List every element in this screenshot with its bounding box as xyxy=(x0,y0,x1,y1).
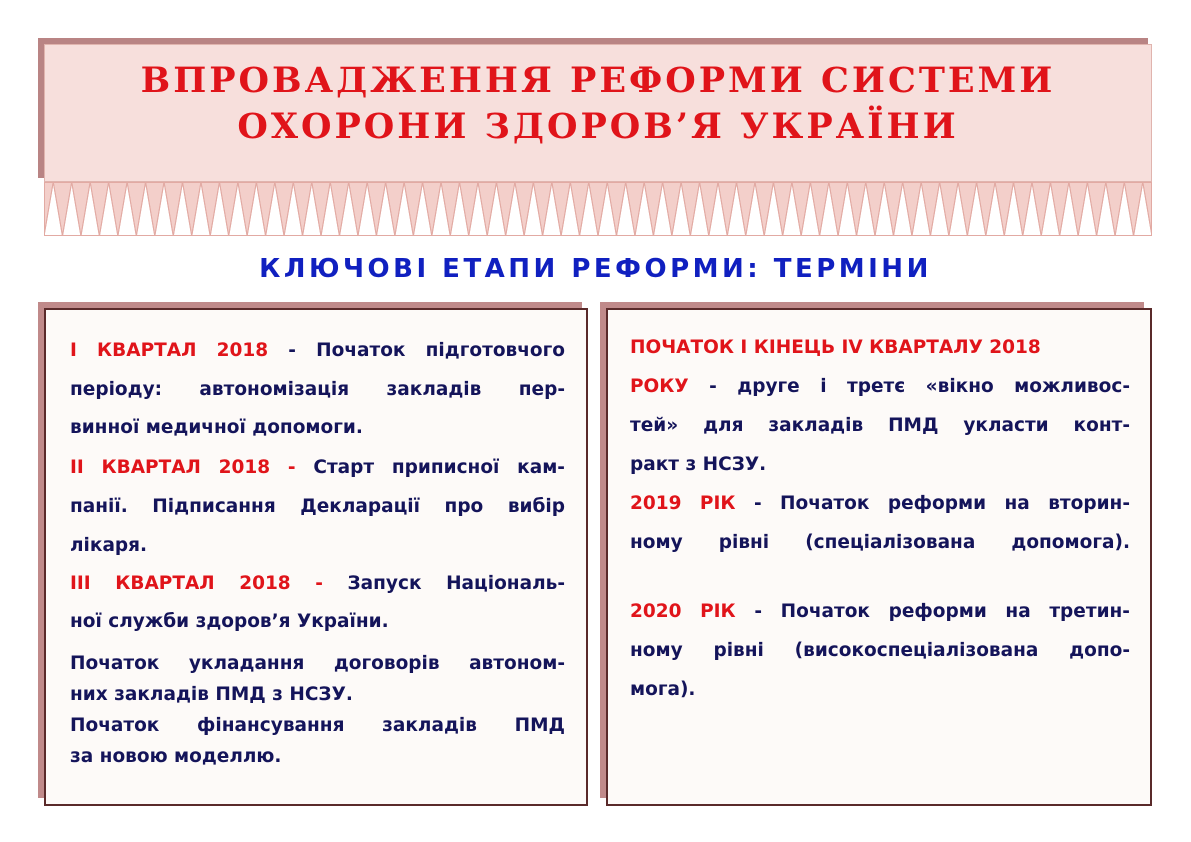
q2-term: ІІ КВАРТАЛ 2018 - xyxy=(70,456,296,478)
q4-line-3: ракт з НСЗУ. xyxy=(630,454,767,475)
q4-term-line-2: РОКУ xyxy=(630,376,689,397)
left-timeline-panel xyxy=(44,308,588,806)
q1-line-1: Початок підготовчого xyxy=(316,340,566,361)
y2019-block xyxy=(630,484,1130,562)
q1-line-2: періоду: автономізація закладів пер- xyxy=(70,378,565,400)
q4-block xyxy=(630,328,1130,484)
contracts-line-1: Початок укладання договорів автоном- xyxy=(70,652,565,674)
y2020-term: 2020 РІК xyxy=(630,601,736,622)
q2-block xyxy=(70,448,565,565)
y2020-line-3: мога). xyxy=(630,679,696,700)
right-panel-text xyxy=(630,328,1130,709)
q4-line-2: тей» для закладів ПМД укласти конт- xyxy=(630,415,1130,436)
q1-line-3: винної медичної допомоги. xyxy=(70,417,363,438)
left-panel-text xyxy=(70,332,565,772)
zigzag-decoration xyxy=(44,182,1152,236)
q3-block xyxy=(70,565,565,642)
y2019-line-2: ному рівні (спеціалізована допомога). xyxy=(630,532,1130,553)
y2019-term: 2019 РІК xyxy=(630,493,736,514)
contracts-block xyxy=(70,648,565,710)
y2019-line-1: - Початок реформи на вторин- xyxy=(735,493,1130,514)
page-title-line-1: ВПРОВАДЖЕННЯ РЕФОРМИ СИСТЕМИ xyxy=(140,60,1056,101)
q2-line-2: панії. Підписання Декларації про вибір xyxy=(70,495,565,517)
y2020-line-2: ному рівні (високоспеціалізована допо- xyxy=(630,640,1130,661)
zigzag-background xyxy=(44,182,1152,236)
financing-block xyxy=(70,710,565,772)
q4-line-1: - друге і третє «вікно можливос- xyxy=(688,376,1130,397)
q1-term: І КВАРТАЛ 2018 xyxy=(70,340,269,361)
y2020-block xyxy=(630,592,1130,709)
q2-line-3: лікаря. xyxy=(70,534,148,556)
q1-block xyxy=(70,332,565,448)
q3-term: ІІІ КВАРТАЛ 2018 - xyxy=(70,572,323,594)
y2020-line-1: - Початок реформи на третин- xyxy=(735,601,1130,622)
q2-line-1: Старт приписної кам- xyxy=(295,456,565,478)
financing-line-1: Початок фінансування закладів ПМД xyxy=(70,714,565,736)
q4-term-line-1: ПОЧАТОК І КІНЕЦЬ IV КВАРТАЛУ 2018 xyxy=(630,337,1041,358)
title-banner xyxy=(44,44,1152,182)
q3-line-1: Запуск Національ- xyxy=(322,572,565,594)
q3-line-2: ної служби здоров’я України. xyxy=(70,611,389,632)
section-subtitle: КЛЮЧОВІ ЕТАПИ РЕФОРМИ: ТЕРМІНИ xyxy=(259,254,932,284)
q1-separator: - xyxy=(268,340,317,361)
contracts-line-2: них закладів ПМД з НСЗУ. xyxy=(70,683,353,705)
page-title-line-2: ОХОРОНИ ЗДОРОВ’Я УКРАЇНИ xyxy=(237,106,959,147)
financing-line-2: за новою моделлю. xyxy=(70,745,282,767)
right-timeline-panel xyxy=(606,308,1152,806)
